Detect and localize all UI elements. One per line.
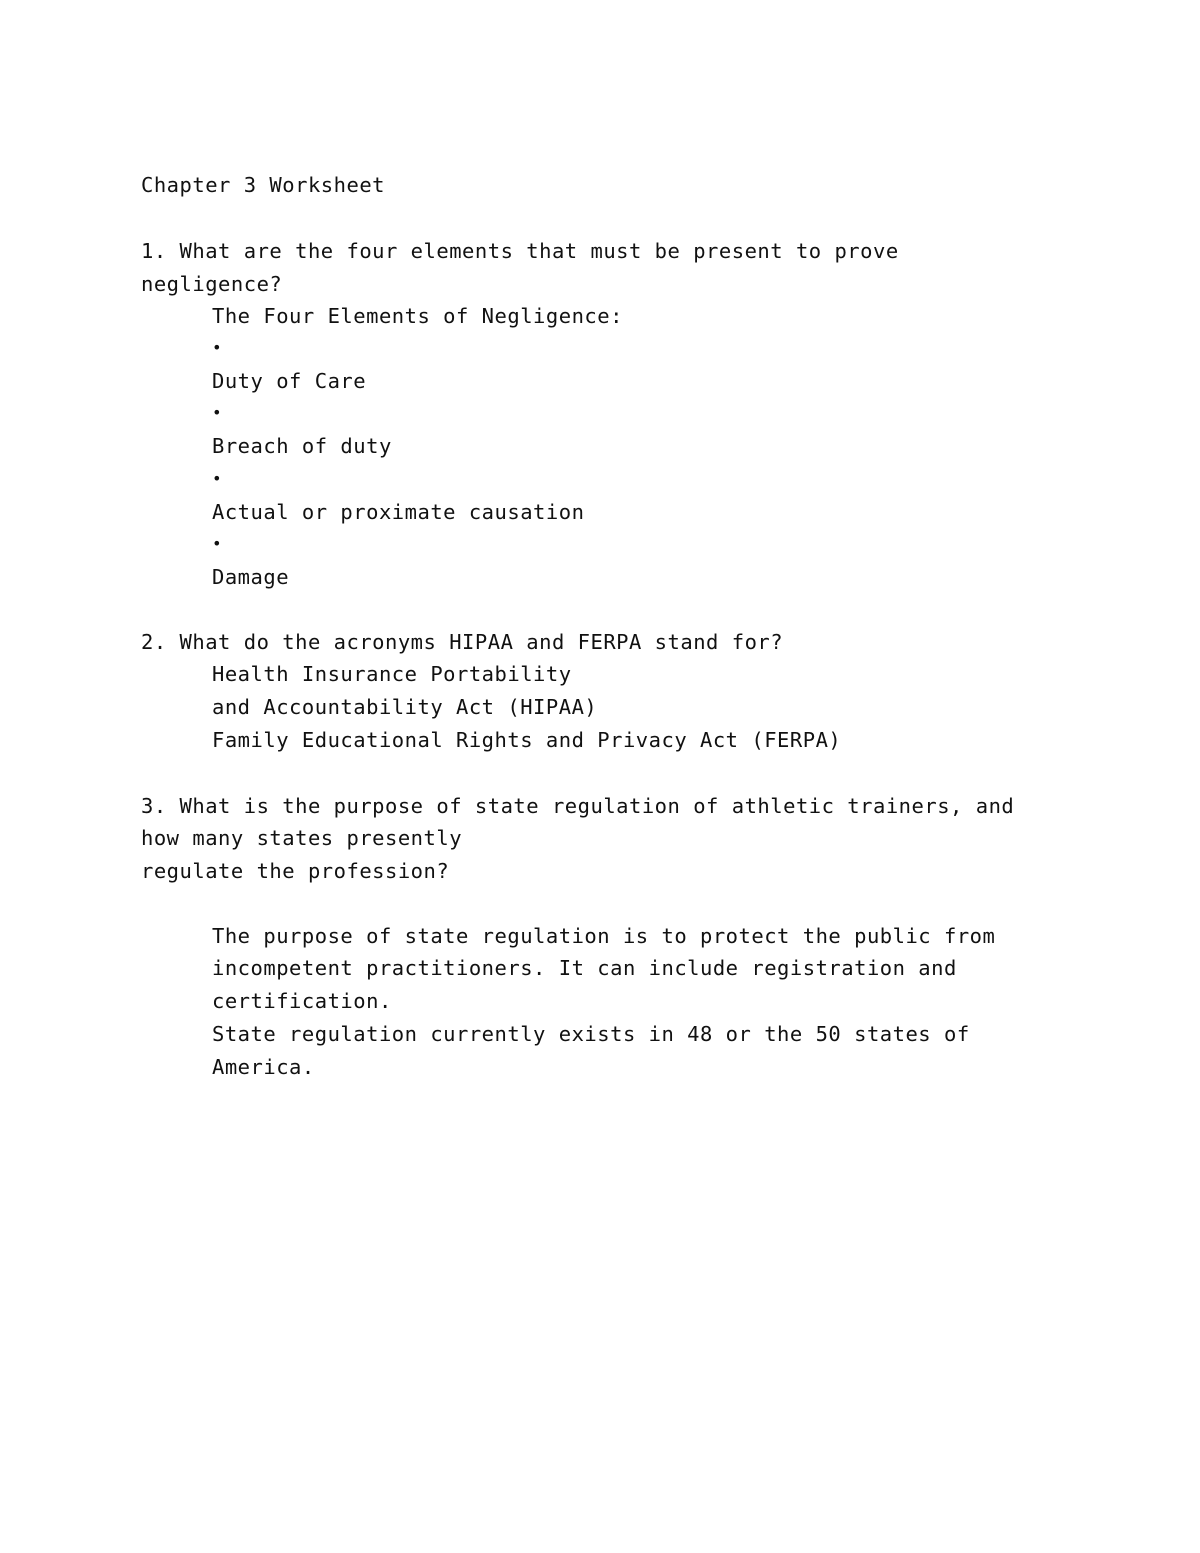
bullet-icon: • (212, 338, 223, 357)
answer-3-line: The purpose of state regulation is to protect the public from (212, 924, 996, 948)
question-1-line-1: 1. What are the four elements that must be present to prove (141, 239, 899, 263)
worksheet-title: Chapter 3 Worksheet (141, 173, 385, 197)
answer-2-line: Health Insurance Portability (212, 662, 572, 686)
answer-2-line: and Accountability Act (HIPAA) (212, 695, 598, 719)
answer-3-line: America. (212, 1055, 315, 1079)
answer-3-line: certification. (212, 989, 392, 1013)
element-item: Actual or proximate causation (212, 500, 585, 524)
answer-3-line: incompetent practitioners. It can include registration and (212, 956, 957, 980)
bullet-icon: • (212, 469, 223, 488)
answer-2-line: Family Educational Rights and Privacy Act (FERPA) (212, 728, 842, 752)
elements-heading: The Four Elements of Negligence: (212, 304, 623, 328)
answer-3-line: State regulation currently exists in 48 or the 50 states of (212, 1022, 970, 1046)
question-1-line-2: negligence? (141, 272, 283, 296)
question-3-line: 3. What is the purpose of state regulation of athletic trainers, and (141, 794, 1015, 818)
question-3-line: how many states presently (141, 826, 463, 850)
bullet-icon: • (212, 534, 223, 553)
question-3-line: regulate the profession? (141, 859, 450, 883)
element-item: Damage (212, 565, 290, 589)
element-item: Duty of Care (212, 369, 367, 393)
bullet-icon: • (212, 403, 223, 422)
question-2: 2. What do the acronyms HIPAA and FERPA stand for? (141, 630, 784, 654)
element-item: Breach of duty (212, 434, 392, 458)
